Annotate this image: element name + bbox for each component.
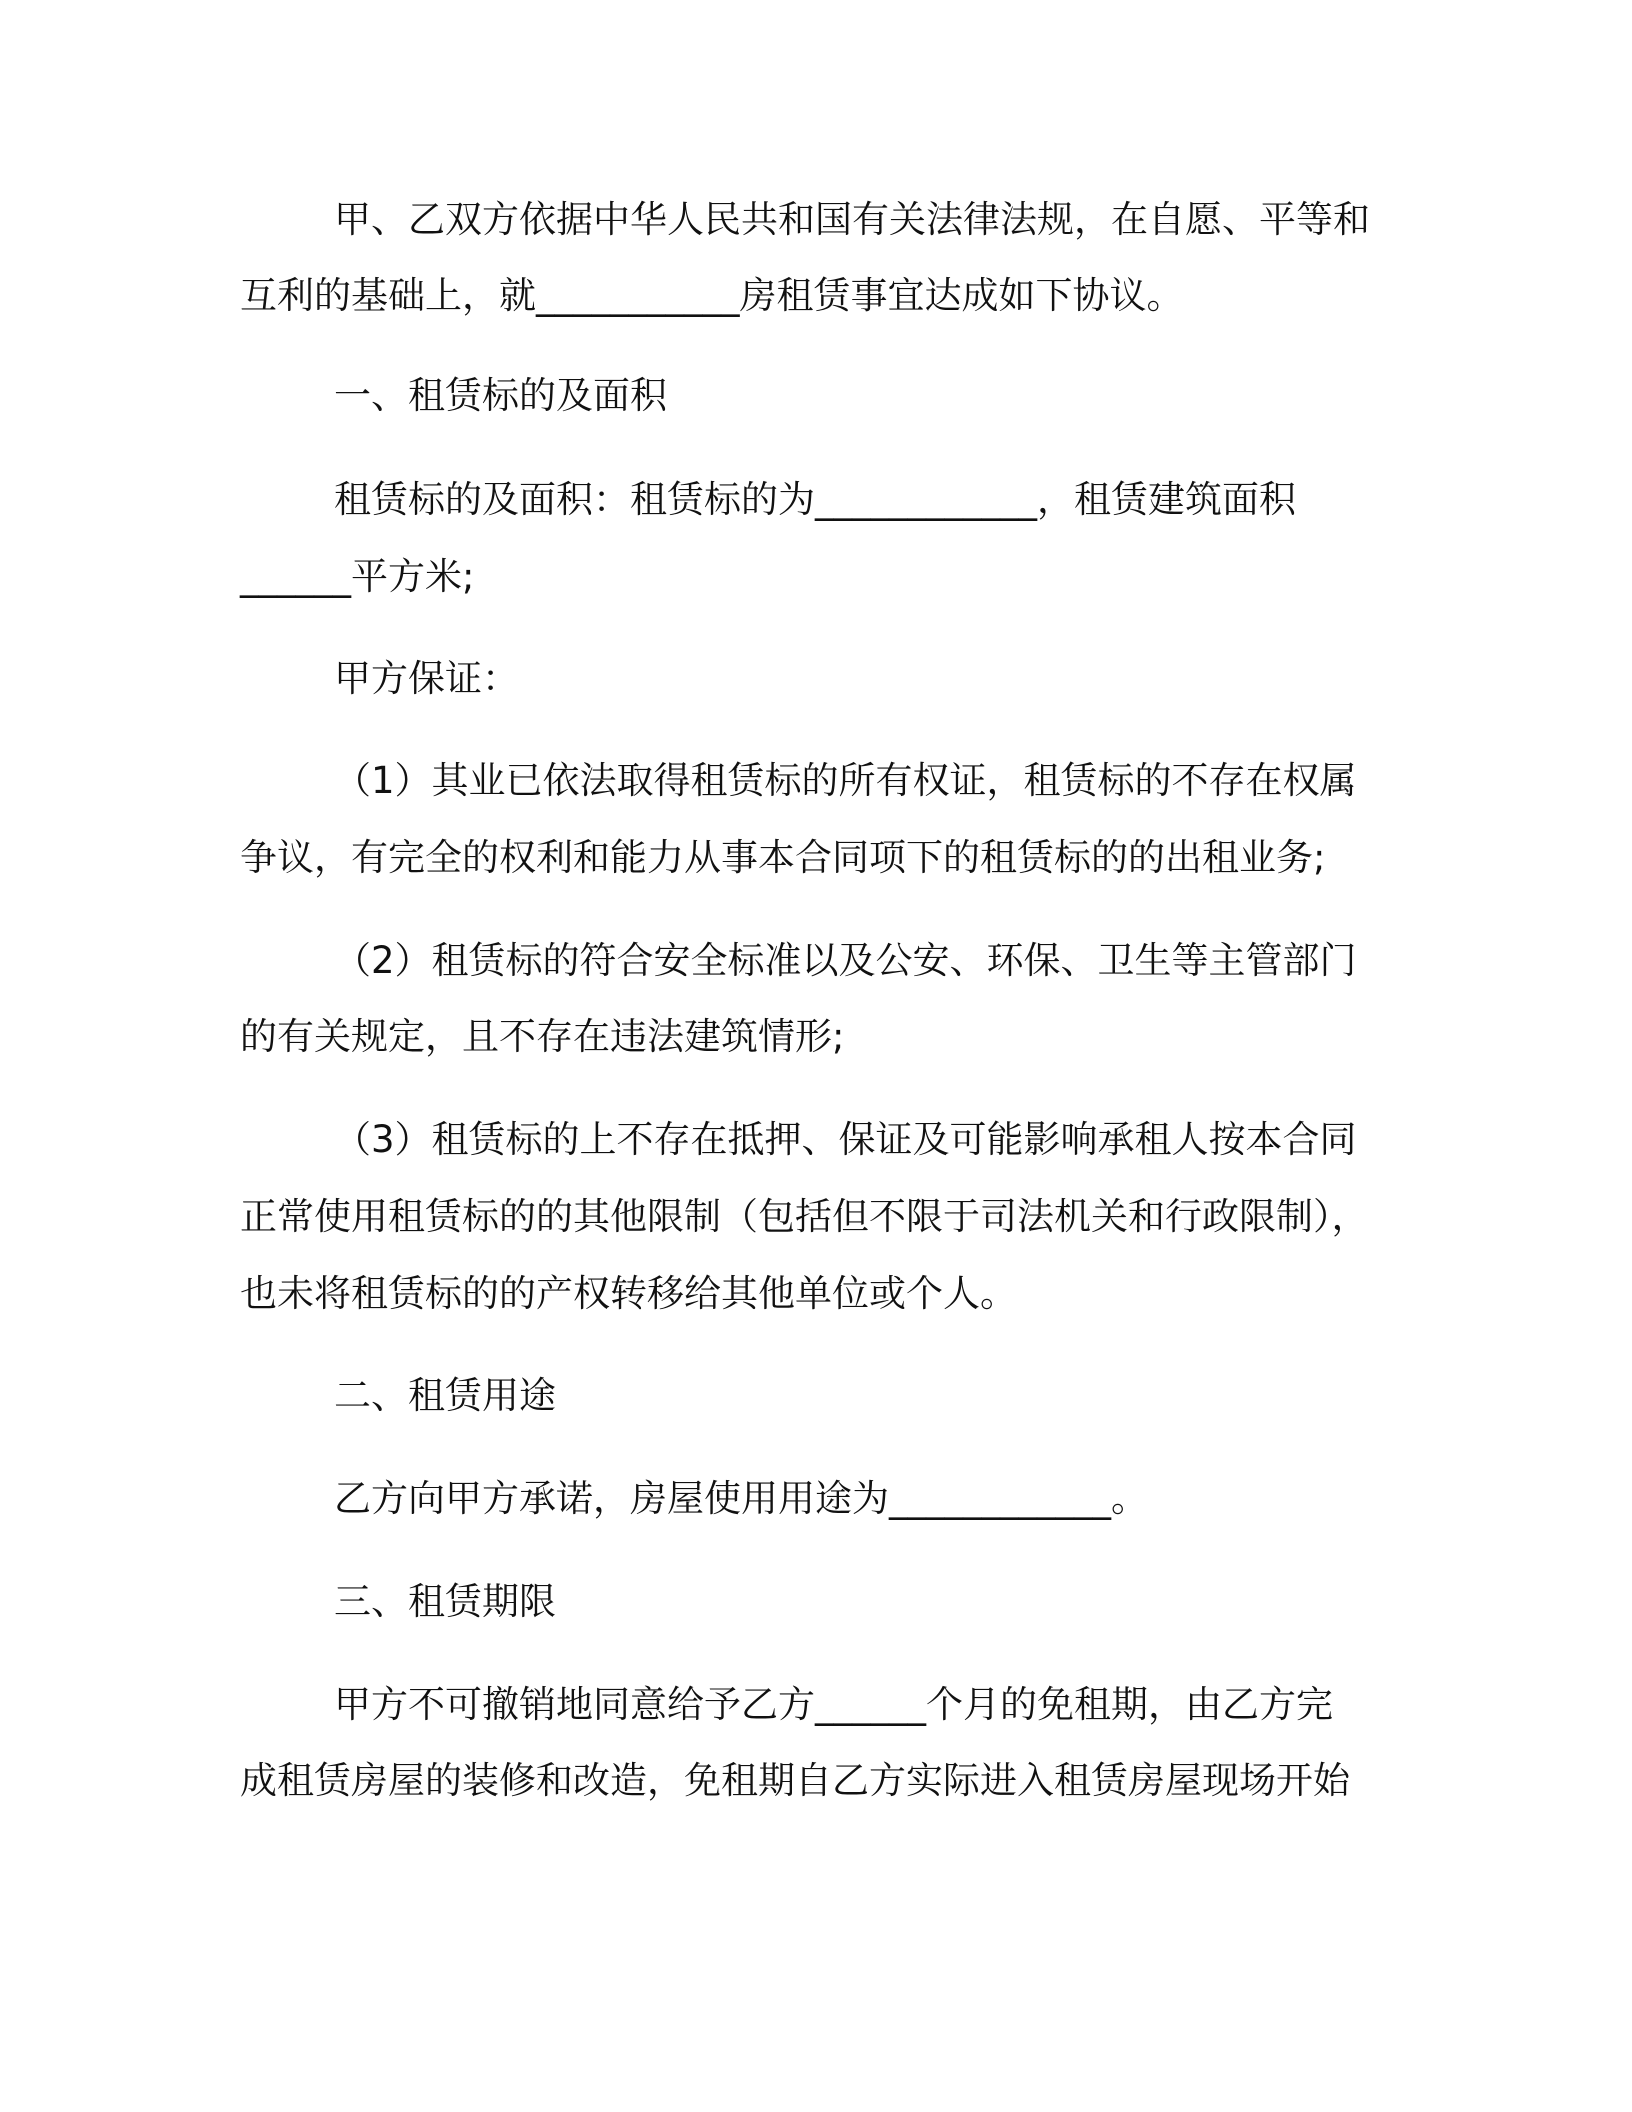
paragraph-8-line-1: 甲方不可撤销地同意给予乙方______个月的免租期，由乙方完 bbox=[334, 1683, 1333, 1726]
paragraph-6-line-3: 也未将租赁标的的产权转移给其他单位或个人。 bbox=[240, 1272, 1017, 1315]
paragraph-4-line-2: 争议，有完全的权利和能力从事本合同项下的租赁标的的出租业务; bbox=[240, 836, 1326, 879]
paragraph-1-line-1: 甲、乙双方依据中华人民共和国有关法律法规，在自愿、平等和 bbox=[334, 198, 1370, 241]
paragraph-5-line-1: （2）租赁标的符合安全标准以及公安、环保、卫生等主管部门 bbox=[334, 939, 1357, 982]
paragraph-7-line-1: 乙方向甲方承诺，房屋使用用途为____________。 bbox=[334, 1477, 1148, 1520]
paragraph-2-line-1: 租赁标的及面积：租赁标的为____________，租赁建筑面积 bbox=[334, 478, 1296, 521]
paragraph-2-line-2: ______平方米; bbox=[240, 555, 475, 598]
section-heading-2: 二、租赁用途 bbox=[334, 1374, 556, 1417]
paragraph-5-line-2: 的有关规定，且不存在违法建筑情形; bbox=[240, 1015, 845, 1058]
paragraph-6-line-1: （3）租赁标的上不存在抵押、保证及可能影响承租人按本合同 bbox=[334, 1118, 1357, 1161]
paragraph-1-line-2: 互利的基础上，就___________房租赁事宜达成如下协议。 bbox=[240, 274, 1184, 317]
section-heading-3: 三、租赁期限 bbox=[334, 1580, 556, 1623]
paragraph-8-line-2: 成租赁房屋的装修和改造，免租期自乙方实际进入租赁房屋现场开始 bbox=[240, 1759, 1350, 1802]
section-heading-1: 一、租赁标的及面积 bbox=[334, 374, 667, 417]
paragraph-6-line-2: 正常使用租赁标的的其他限制（包括但不限于司法机关和行政限制）， bbox=[240, 1195, 1369, 1238]
paragraph-3-line-1: 甲方保证： bbox=[334, 657, 519, 700]
paragraph-4-line-1: （1）其业已依法取得租赁标的所有权证，租赁标的不存在权属 bbox=[334, 759, 1357, 802]
